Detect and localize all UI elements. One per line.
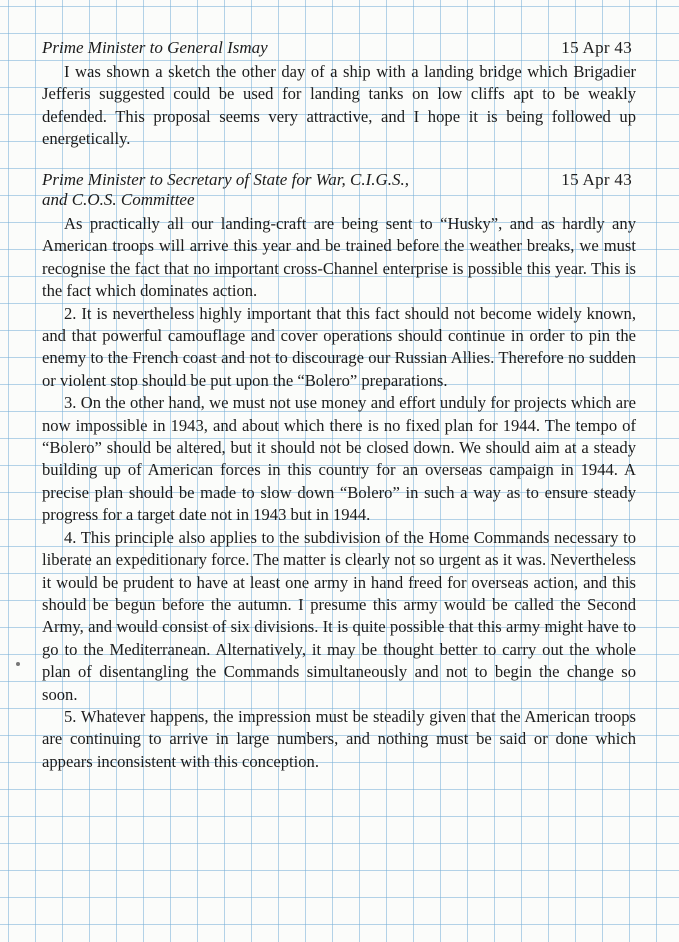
- addressee-line-2: and C.O.S. Committee: [42, 190, 195, 209]
- paragraph: 2. It is nevertheless highly important that this fact should not become widely known, and that powerful camouflage and cover operations should continue in order to pin the enemy to the French coast and not to discourage our Russian Allies. Therefore no sudden or violent stop should be put upon the “Bolero” preparations.: [42, 303, 636, 390]
- addressee-line-1: Prime Minister to Secretary of State for War, C.I.G.S.,: [42, 170, 410, 189]
- paragraph: 3. On the other hand, we must not use money and effort unduly for projects which are now impossible in 1943, and about which there is no fixed plan for 1944. The tempo of “Bolero” should be altered, but it should not be closed down. We should aim at a steady building up of American forces in this country for an overseas campaign in 1944. A precise plan should be made to slow down “Bolero” in such a way as to ensure steady progress for a target date not in 1943 but in 1944.: [42, 393, 636, 525]
- minute-date: 15 Apr 43: [561, 38, 632, 57]
- paragraph: 5. Whatever happens, the impression must be steadily given that the American troops are continuing to arrive in large numbers, and nothing must be said or done which appears inconsistent with this conception.: [42, 706, 636, 771]
- addressee: Prime Minister to General Ismay: [42, 38, 268, 57]
- paper-speck: [16, 662, 20, 666]
- minute-date: 15 Apr 43: [561, 170, 632, 189]
- paragraph: 4. This principle also applies to the subdivision of the Home Commands necessary to liberate an expeditionary force. The matter is clearly not so urgent as it was. Nevertheless it would be prudent to have at least one army in hand freed for overseas action, and this should be begun before the autumn. I presume this army would be called the Second Army, and would consist of six divisions. It is quite possible that this army might have to go to the Mediterranean. Alternatively, it may be thought better to carry out the whole plan of disentangling the Commands simultaneously and not to begin the change so soon.: [42, 527, 636, 704]
- minute-heading: [42, 170, 636, 210]
- minute-heading: [42, 38, 636, 58]
- minute-ismay: [42, 38, 636, 151]
- paragraph: As practically all our landing-craft are being sent to “Husky”, and as hardly any American troops will arrive this year and be trained before the weather breaks, we must recognise the fact that no important cross-Channel enterprise is possible this year. This is the fact which dominates action.: [42, 214, 636, 301]
- minute-secretary-of-state: [42, 170, 636, 773]
- paragraph: I was shown a sketch the other day of a ship with a landing bridge which Brigadier Jefferis suggested could be used for landing tanks on low cliffs apt to be weakly defended. This proposal seems very attractive, and I hope it is being followed up energetically.: [42, 62, 636, 149]
